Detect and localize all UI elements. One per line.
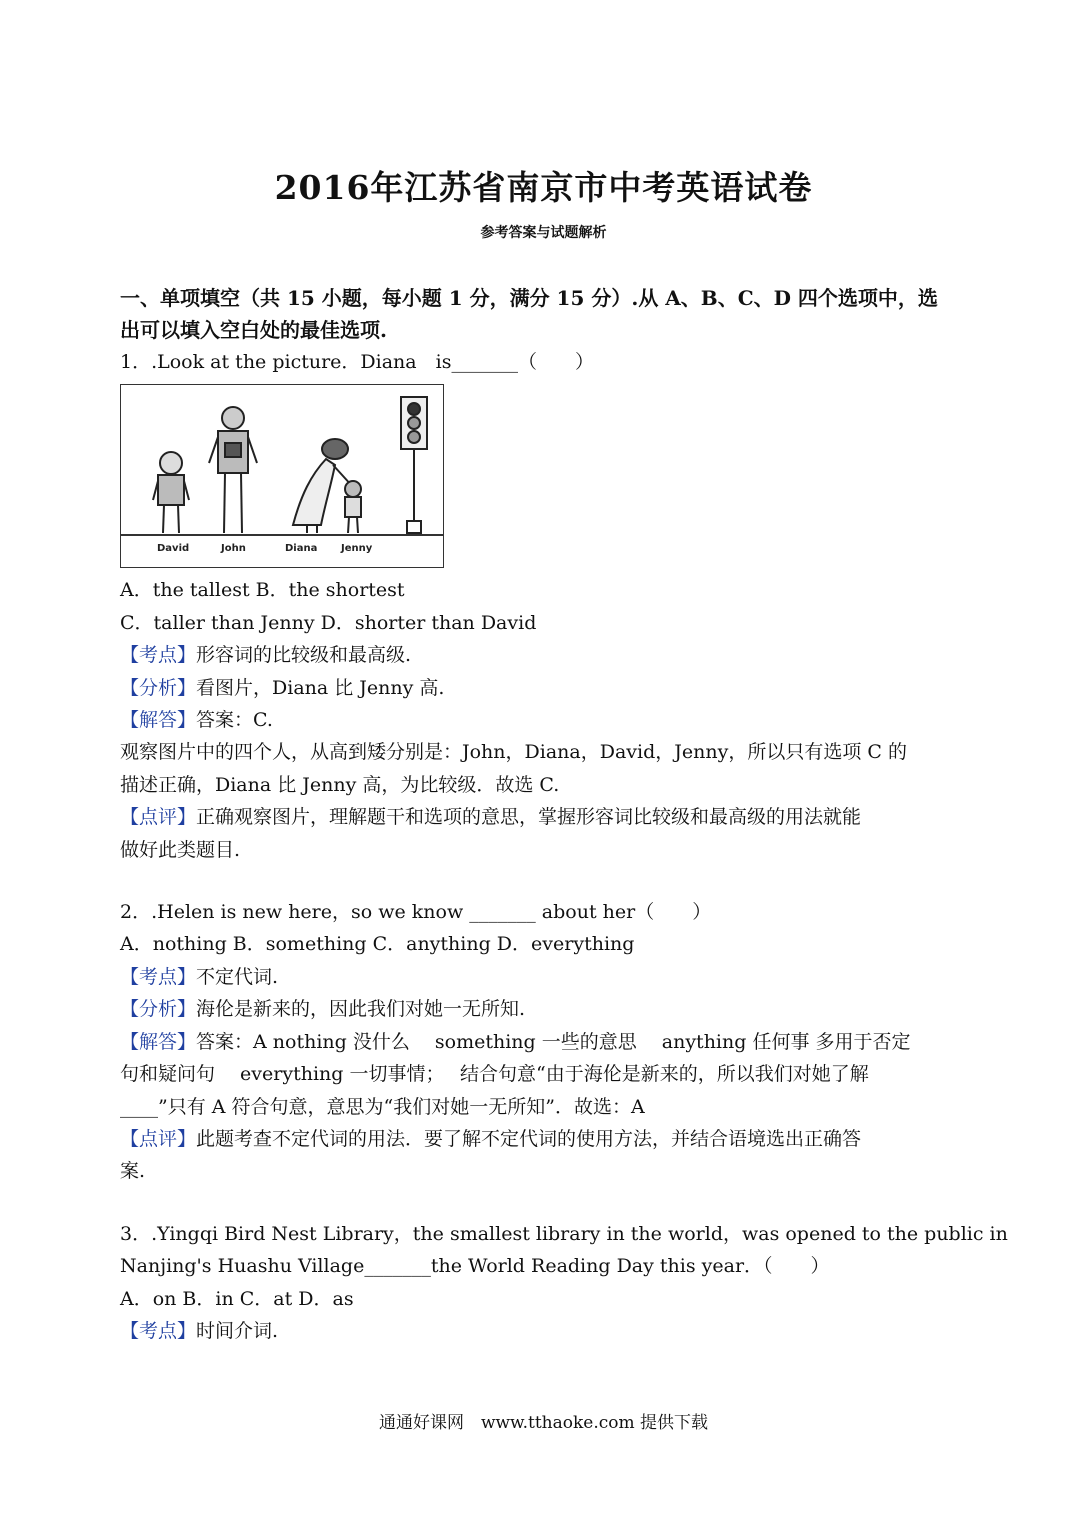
kaodian-tag: 【考点】 <box>120 1319 197 1342</box>
dianping-tag: 【点评】 <box>120 806 197 829</box>
q1-fenxi: 【分析】看图片，Diana 比 Jenny 高. <box>120 676 445 699</box>
label-david: David <box>157 543 190 555</box>
kaodian-tag: 【考点】 <box>120 965 197 988</box>
q1-explain-line2: 描述正确，Diana 比 Jenny 高，为比较级．故选 C. <box>120 773 560 796</box>
q1-jieda: 【解答】答案：C. <box>120 709 273 732</box>
fenxi-tag: 【分析】 <box>120 676 197 699</box>
fenxi-tag: 【分析】 <box>120 998 197 1021</box>
jieda-tag: 【解答】 <box>120 1030 197 1053</box>
figure-jenny <box>345 481 361 533</box>
q2-dianping-line2: 案. <box>120 1160 146 1183</box>
q2-stem: 2．.Helen is new here，so we know _______ about her（ ） <box>120 901 712 924</box>
q2-kaodian: 【考点】不定代词. <box>120 965 279 988</box>
q2-options: A．nothing B．something C．anything D．everything <box>120 933 635 956</box>
dianping-tag: 【点评】 <box>120 1127 197 1150</box>
figure-john <box>209 407 257 533</box>
section-heading-line1: 一、单项填空（共 15 小题，每小题 1 分，满分 15 分）.从 A、B、C、D 四个选项中，选 <box>120 286 938 310</box>
q1-dianping-line2: 做好此类题目. <box>120 838 241 861</box>
traffic-light <box>401 397 427 533</box>
q3-options: A．on B．in C．at D．as <box>120 1287 354 1310</box>
q1-dianping: 【点评】正确观察图片，理解题干和选项的意思，掌握形容词比较级和最高级的用法就能 <box>120 806 862 829</box>
q1-kaodian: 【考点】形容词的比较级和最高级. <box>120 644 412 667</box>
label-john: John <box>221 543 246 555</box>
q2-dianping: 【点评】此题考查不定代词的用法．要了解不定代词的使用方法，并结合语境选出正确答 <box>120 1127 862 1150</box>
q1-options-line1: A．the tallest B．the shortest <box>120 579 405 602</box>
page-subtitle: 参考答案与试题解析 <box>480 225 607 241</box>
label-diana: Diana <box>285 543 318 555</box>
q2-fenxi: 【分析】海伦是新来的，因此我们对她一无所知. <box>120 998 526 1021</box>
q3-kaodian: 【考点】时间介词. <box>120 1319 279 1342</box>
q1-picture-drawing <box>121 385 443 567</box>
jieda-tag: 【解答】 <box>120 709 197 732</box>
document-body <box>120 282 1008 1347</box>
figure-david <box>153 452 189 533</box>
q1-stem: 1．.Look at the picture．Diana is_______（ ） <box>120 351 594 373</box>
figure-diana <box>293 439 353 533</box>
q2-jieda-line2: 句和疑问句 everything 一切事情； 结合句意“由于海伦是新来的，所以我们对她了解 <box>120 1063 869 1086</box>
q1-picture <box>120 384 444 568</box>
q1-explain-line1: 观察图片中的四个人，从高到矮分别是：John，Diana，David，Jenny，所以只有选项 C 的 <box>120 741 907 764</box>
kaodian-tag: 【考点】 <box>120 644 197 667</box>
q2-jieda-line3: ____”只有 A 符合句意，意思为“我们对她一无所知”．故选：A <box>120 1095 645 1118</box>
q2-jieda: 【解答】答案：A nothing 没什么 something 一些的意思 anything 任何事 多用于否定 <box>120 1030 911 1053</box>
label-jenny: Jenny <box>341 543 373 555</box>
page-title: 2016年江苏省南京市中考英语试卷 <box>274 168 813 207</box>
q3-stem-line1: 3．.Yingqi Bird Nest Library，the smallest library in the world，was opened to the public in <box>120 1222 1008 1245</box>
section-heading-line2: 出可以填入空白处的最佳选项. <box>120 318 387 342</box>
q3-stem-line2: Nanjing's Huashu Village_______the World Reading Day this year．（ ） <box>120 1255 830 1278</box>
page-footer: 通通好课网 www.tthaoke.com 提供下载 <box>378 1413 709 1433</box>
q1-options-line2: C．taller than Jenny D．shorter than David <box>120 611 537 634</box>
